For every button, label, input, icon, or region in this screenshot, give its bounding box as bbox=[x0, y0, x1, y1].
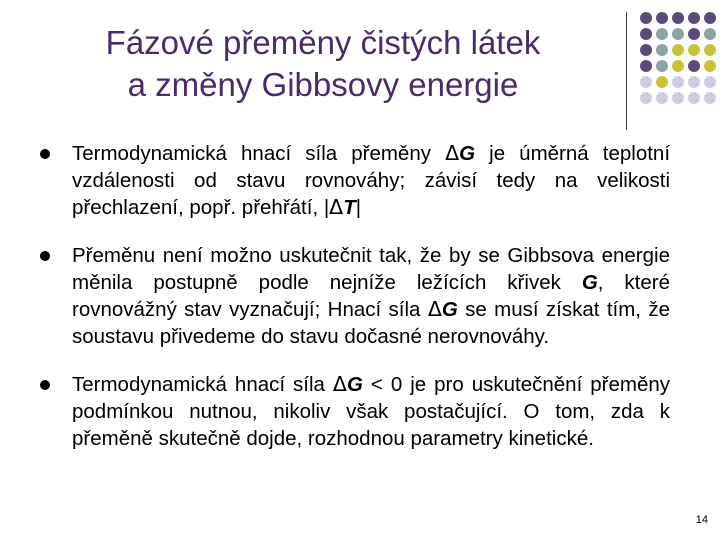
decorative-dot bbox=[704, 92, 716, 104]
decorative-dot bbox=[704, 44, 716, 56]
bullet-text-segment: se musí získat tím, že soustavu přivedeme do stavu dočasné nerovnováhy. bbox=[72, 298, 670, 348]
bullet-text-segment: G bbox=[459, 142, 476, 165]
title-line-2: a změny Gibbsovy energie bbox=[127, 66, 519, 103]
bullet-text-segment: Δ bbox=[329, 195, 344, 219]
bullet-text-segment: < 0 je pro uskutečnění přeměny podmínkou nutnou, nikoliv však postačující. O tom, zda k přeměně skutečně dojde, rozhodnou parametry kinetické. bbox=[72, 373, 671, 450]
bullet-text bbox=[72, 373, 670, 450]
decorative-dot bbox=[656, 28, 668, 40]
bullet-icon bbox=[40, 149, 50, 159]
bullet-item bbox=[40, 140, 670, 221]
decorative-dot bbox=[704, 28, 716, 40]
decorative-dot bbox=[656, 12, 668, 24]
bullet-text-segment: Δ bbox=[427, 297, 442, 321]
decorative-dot bbox=[640, 44, 652, 56]
decorative-dot bbox=[656, 76, 668, 88]
page-number: 14 bbox=[695, 514, 708, 526]
bullet-icon bbox=[40, 380, 50, 390]
decorative-dot bbox=[672, 76, 684, 88]
decorative-dot bbox=[688, 12, 700, 24]
bullet-text-segment: | bbox=[355, 196, 362, 219]
decorative-dot bbox=[688, 28, 700, 40]
decorative-dot bbox=[672, 28, 684, 40]
bullet-item bbox=[40, 371, 670, 452]
decorative-dot bbox=[672, 60, 684, 72]
decorative-dot bbox=[656, 92, 668, 104]
decorative-dot bbox=[656, 60, 668, 72]
decorative-dot bbox=[640, 60, 652, 72]
bullet-text-segment: je úměrná teplotní vzdálenosti od stavu rovnováhy; závisí tedy na velikosti přechlazení, popř. přehřátí, | bbox=[72, 142, 671, 219]
bullet-text-segment: Přeměnu není možno uskutečnit tak, že by se Gibbsova energie měnila postupně podle nejníže ležících křivek bbox=[72, 244, 670, 294]
bullet-text-segment: G bbox=[581, 271, 598, 294]
decorative-dot bbox=[704, 60, 716, 72]
decorative-dot bbox=[704, 76, 716, 88]
bullet-text-segment: Δ bbox=[332, 372, 347, 396]
decorative-dot bbox=[656, 44, 668, 56]
decorative-dot bbox=[688, 44, 700, 56]
bullet-text-segment: , které rovnovážný stav vyznačují; Hnací síla bbox=[72, 271, 670, 321]
bullet-list bbox=[40, 140, 670, 473]
decorative-dot bbox=[640, 12, 652, 24]
bullet-text-segment: Δ bbox=[445, 141, 460, 165]
slide-title bbox=[20, 22, 626, 106]
bullet-item bbox=[40, 242, 670, 350]
decorative-dot bbox=[704, 12, 716, 24]
title-line-1: Fázové přeměny čistých látek bbox=[105, 24, 541, 61]
divider-line bbox=[626, 12, 627, 130]
bullet-text-segment: T bbox=[343, 196, 356, 219]
bullet-text bbox=[72, 142, 670, 219]
decorative-dot-grid bbox=[640, 12, 720, 108]
bullet-icon bbox=[40, 251, 50, 261]
bullet-text-segment: G bbox=[441, 298, 458, 321]
decorative-dot bbox=[688, 76, 700, 88]
bullet-text-segment: Termodynamická hnací síla přeměny bbox=[72, 142, 446, 165]
bullet-text-segment: G bbox=[346, 373, 363, 396]
decorative-dot bbox=[640, 92, 652, 104]
decorative-dot bbox=[672, 92, 684, 104]
bullet-text-segment: Termodynamická hnací síla bbox=[72, 373, 333, 396]
bullet-text bbox=[72, 244, 670, 348]
decorative-dot bbox=[672, 12, 684, 24]
decorative-dot bbox=[688, 92, 700, 104]
decorative-dot bbox=[640, 76, 652, 88]
decorative-dot bbox=[672, 44, 684, 56]
decorative-dot bbox=[640, 28, 652, 40]
decorative-dot bbox=[688, 60, 700, 72]
